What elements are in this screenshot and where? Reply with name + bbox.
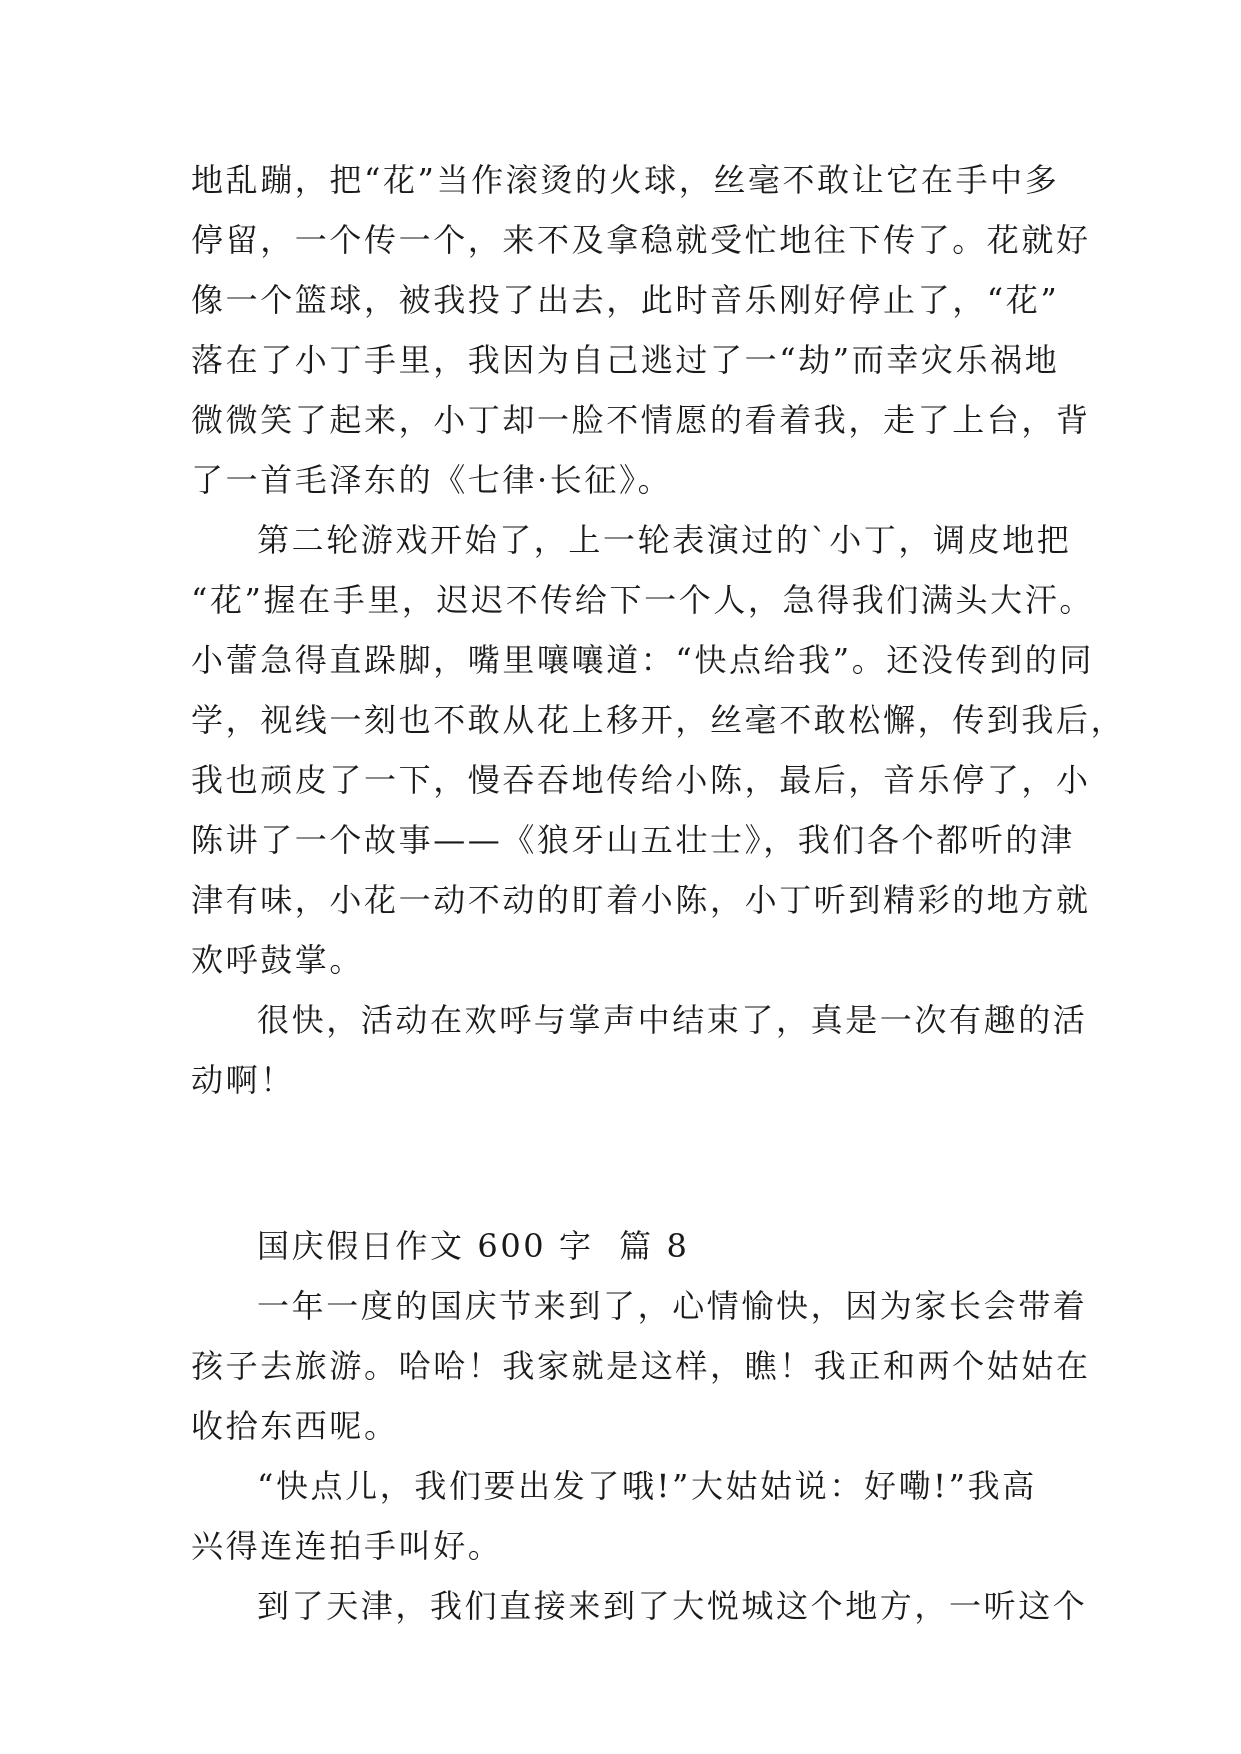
text-line: “花”握在手里，迟迟不传给下一个人，急得我们满头大汗。 xyxy=(191,581,1094,619)
text-line: 停留，一个传一个，来不及拿稳就受忙地往下传了。花就好 xyxy=(191,221,1091,259)
paragraph-conclusion xyxy=(191,990,1088,1110)
text-line: 学，视线一刻也不敢从花上移开，丝毫不敢松懈，传到我后， xyxy=(191,701,1126,739)
text-line: 孩子去旅游。哈哈！我家就是这样，瞧！我正和两个姑姑在 xyxy=(191,1347,1091,1385)
text-line: 第二轮游戏开始了，上一轮表演过的`小丁，调皮地把 xyxy=(257,521,1072,559)
text-line: 小蕾急得直跺脚，嘴里嚷嚷道：“快点给我”。还没传到的同 xyxy=(191,641,1094,679)
section-spacer xyxy=(191,1110,1051,1216)
paragraph-continued xyxy=(191,150,1091,510)
paragraph-second-round xyxy=(191,510,1126,990)
text-line: 像一个篮球，被我投了出去，此时音乐刚好停止了，“花” xyxy=(191,281,1060,319)
text-line: “快点儿，我们要出发了哦!”大姑姑说：好嘞!”我高 xyxy=(257,1467,1037,1505)
paragraph-departure xyxy=(191,1456,1051,1576)
paragraph-tianjin xyxy=(191,1576,1088,1636)
text-line: 一年一度的国庆节来到了，心情愉快，因为家长会带着 xyxy=(257,1287,1088,1325)
text-line: 地乱蹦，把“花”当作滚烫的火球，丝毫不敢让它在手中多 xyxy=(191,161,1060,199)
text-line: 陈讲了一个故事——《狼牙山五壮士》，我们各个都听的津 xyxy=(191,821,1075,859)
text-line: 欢呼鼓掌。 xyxy=(191,941,365,979)
text-line: 很快，活动在欢呼与掌声中结束了，真是一次有趣的活 xyxy=(257,1001,1088,1039)
text-line: 收拾东西呢。 xyxy=(191,1407,399,1445)
text-line: 我也顽皮了一下，慢吞吞地传给小陈，最后，音乐停了，小 xyxy=(191,761,1091,799)
text-line: 动啊！ xyxy=(191,1061,295,1099)
paragraph-national-day-intro xyxy=(191,1276,1091,1456)
section-title: 国庆假日作文 600 字 篇 8 xyxy=(257,1227,690,1265)
text-line: 微微笑了起来，小丁却一脸不情愿的看着我，走了上台，背 xyxy=(191,401,1091,439)
text-line: 到了天津，我们直接来到了大悦城这个地方，一听这个 xyxy=(257,1587,1088,1625)
text-line: 津有味，小花一动不动的盯着小陈，小丁听到精彩的地方就 xyxy=(191,881,1091,919)
text-line: 兴得连连拍手叫好。 xyxy=(191,1527,503,1565)
text-line: 了一首毛泽东的《七律·长征》。 xyxy=(191,461,673,499)
text-line: 落在了小丁手里，我因为自己逃过了一“劫”而幸灾乐祸地 xyxy=(191,341,1060,379)
document-body xyxy=(191,150,1126,1636)
